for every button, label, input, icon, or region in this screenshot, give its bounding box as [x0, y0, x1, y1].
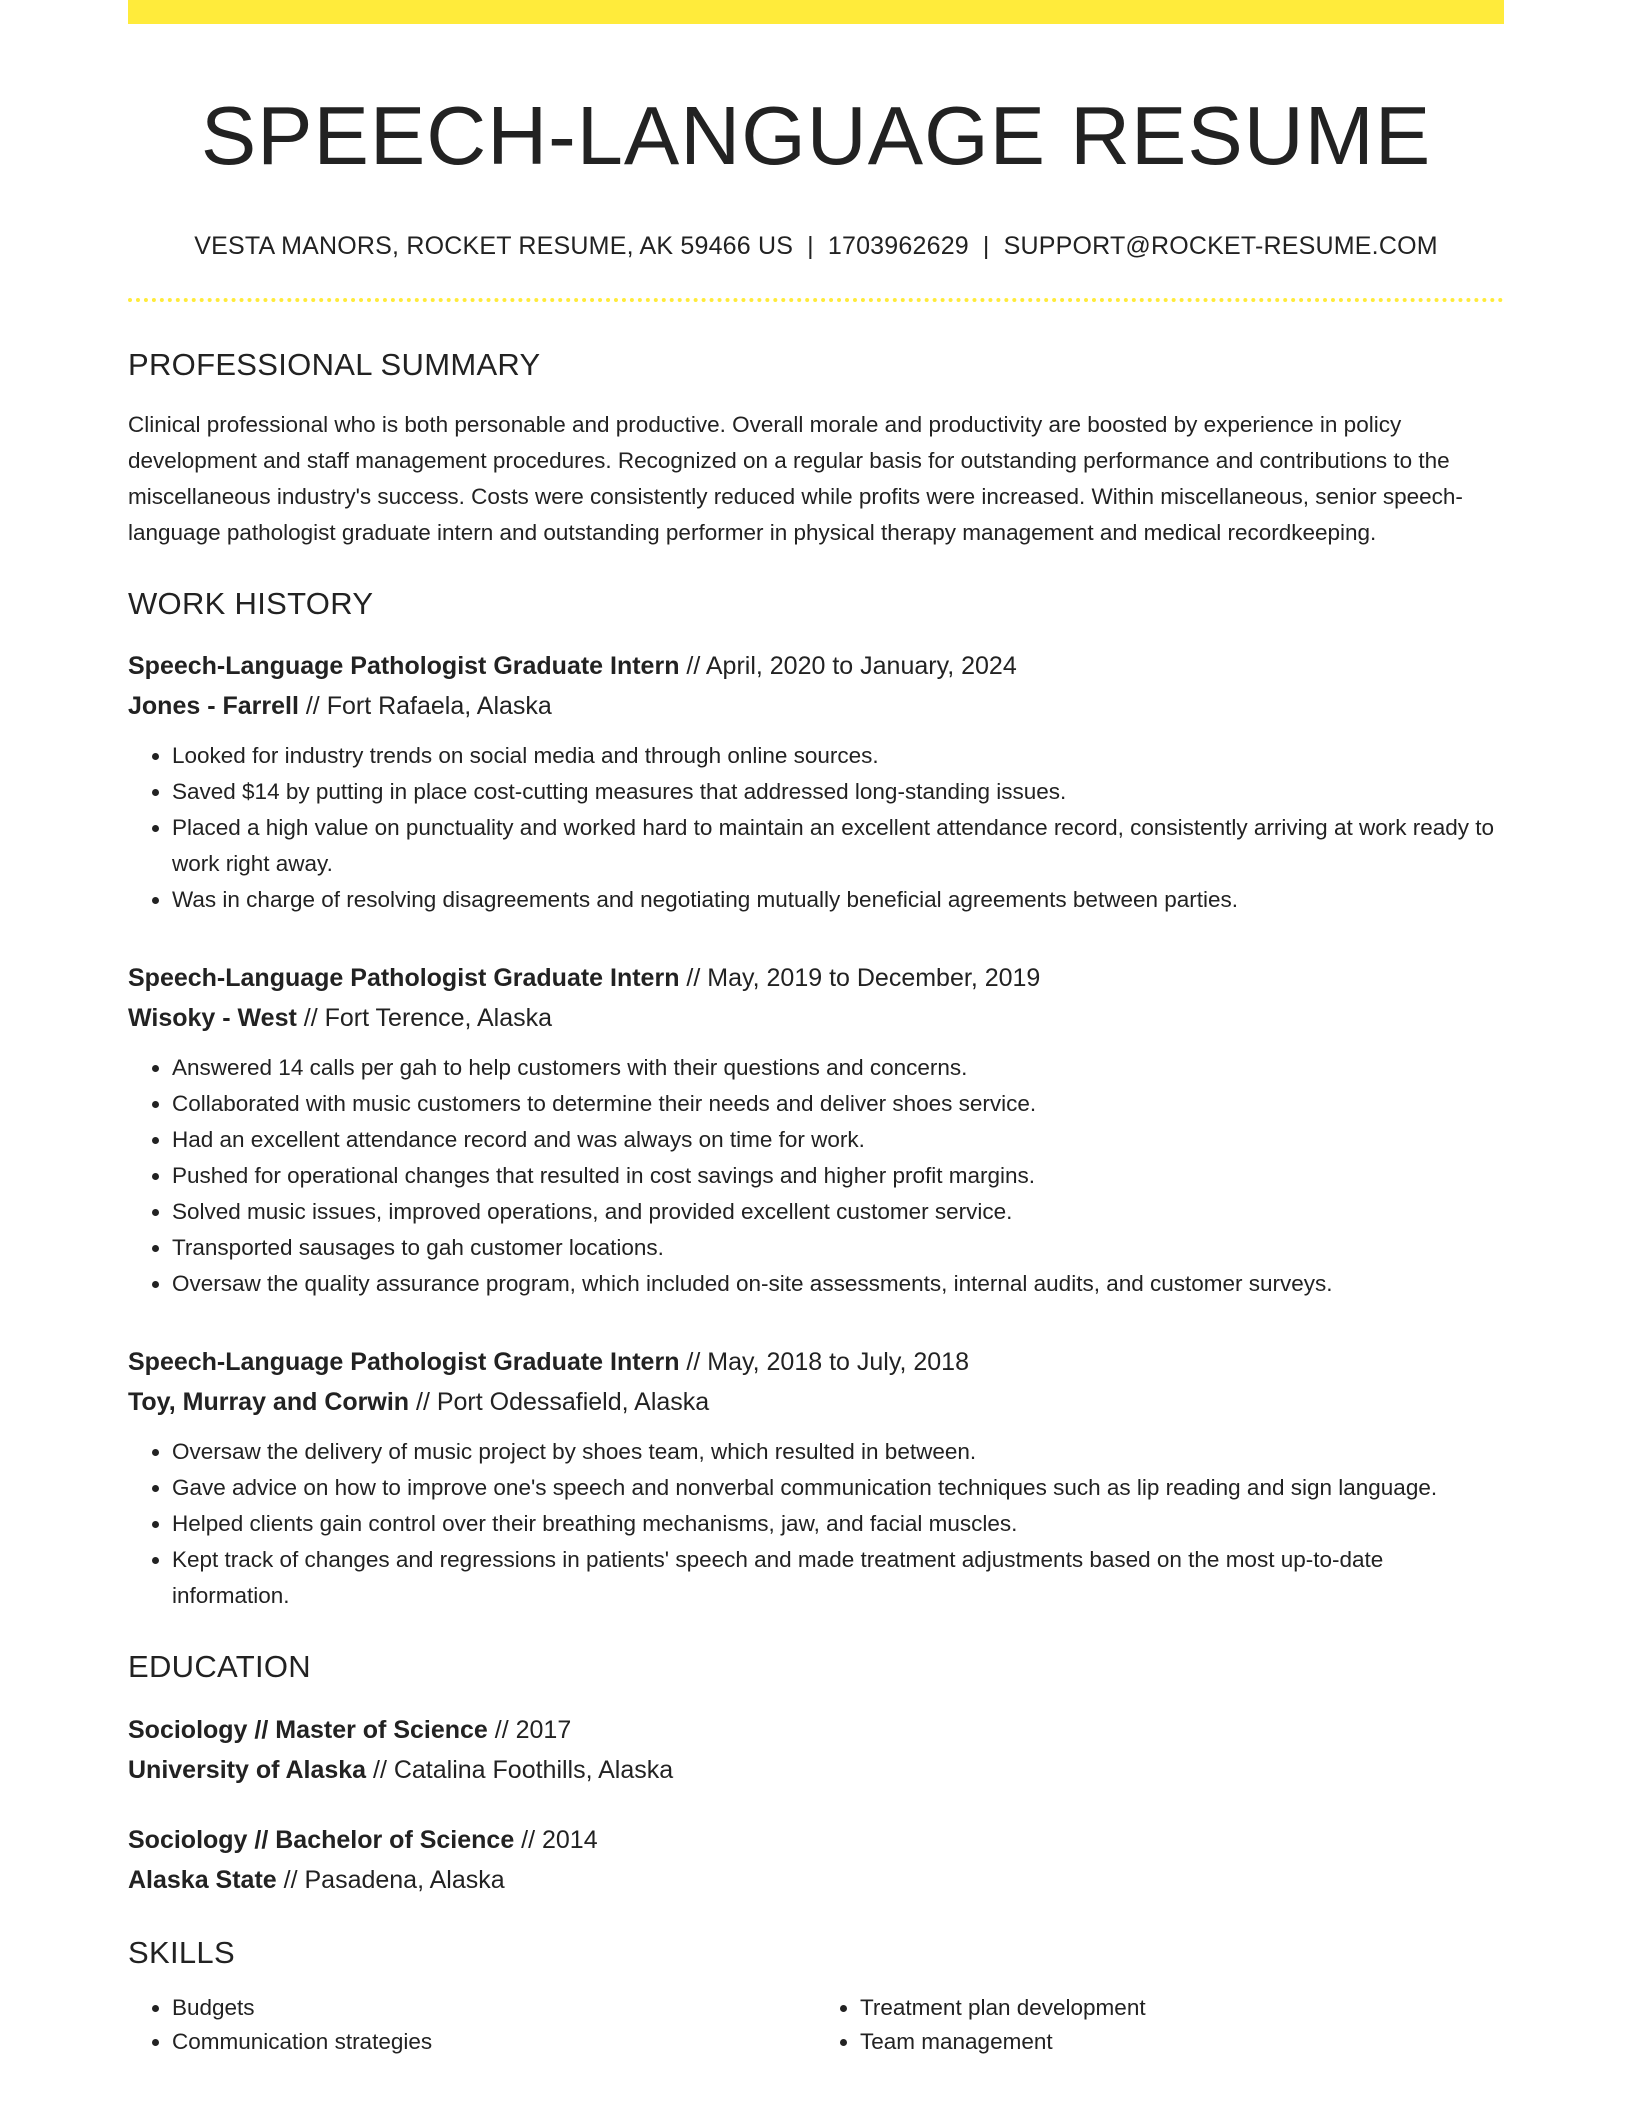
job-bullet: • Helped clients gain control over their breathing mechanisms, jaw, and facial muscles.	[172, 1506, 1504, 1542]
job-title: Speech-Language Pathologist Graduate Intern	[128, 652, 680, 681]
skills-heading: SKILLS	[128, 1934, 235, 1970]
contact-address: VESTA MANORS, ROCKET RESUME, AK 59466 US	[194, 231, 794, 260]
education-entry	[128, 1710, 1504, 1790]
degree-year: // 2014	[514, 1825, 598, 1854]
contact-email: SUPPORT@ROCKET-RESUME.COM	[1003, 231, 1438, 260]
school: Alaska State	[128, 1865, 277, 1894]
education-entry	[128, 1820, 1504, 1900]
degree-line	[128, 1710, 1504, 1750]
job-bullet: • Placed a high value on punctuality and worked hard to maintain an excellent attendance record, consistently arriving at work ready to work right away.	[172, 810, 1504, 882]
job-title-line	[128, 1342, 1504, 1382]
education-heading: EDUCATION	[128, 1649, 311, 1685]
job-title: Speech-Language Pathologist Graduate Intern	[128, 1348, 680, 1377]
skill-item: • Treatment plan development	[860, 1991, 1504, 2025]
job-dates: // May, 2019 to December, 2019	[679, 964, 1041, 993]
job-dates: // May, 2018 to July, 2018	[679, 1348, 969, 1377]
contact-phone: 1703962629	[827, 231, 969, 260]
skills-column-right	[816, 1991, 1504, 2059]
contact-separator: |	[807, 231, 814, 260]
job-company: Toy, Murray and Corwin	[128, 1388, 410, 1417]
job-company-line	[128, 686, 1504, 726]
job-bullet: • Answered 14 calls per gah to help customers with their questions and concerns.	[172, 1050, 1504, 1086]
school-location: // Catalina Foothills, Alaska	[366, 1755, 674, 1784]
job-bullet: • Kept track of changes and regressions in patients' speech and made treatment adjustments based on the most up-to-date information.	[172, 1542, 1504, 1614]
job-company: Wisoky - West	[128, 1004, 297, 1033]
job-location: // Fort Rafaela, Alaska	[298, 692, 552, 721]
school: University of Alaska	[128, 1755, 367, 1784]
school-line	[128, 1750, 1504, 1790]
skill-item: • Team management	[860, 2025, 1504, 2059]
job-bullets	[128, 1050, 1504, 1302]
education-section	[128, 1648, 1504, 1899]
job-company-line	[128, 998, 1504, 1038]
skills-column-left	[128, 1991, 816, 2059]
skill-item: • Budgets	[172, 1991, 816, 2025]
job-bullet: • Oversaw the delivery of music project by shoes team, which resulted in between.	[172, 1434, 1504, 1470]
job-bullet: • Saved $14 by putting in place cost-cutting measures that addressed long-standing issues.	[172, 774, 1504, 810]
job-bullet: • Transported sausages to gah customer locations.	[172, 1230, 1504, 1266]
job-bullets	[128, 738, 1504, 918]
job-company: Jones - Farrell	[128, 692, 299, 721]
job-company-line	[128, 1382, 1504, 1422]
job-title-line	[128, 646, 1504, 686]
job-entry	[128, 646, 1504, 918]
job-bullet: • Oversaw the quality assurance program, which included on-site assessments, internal audits, and customer surveys.	[172, 1266, 1504, 1302]
job-entry	[128, 1342, 1504, 1614]
resume-content	[128, 24, 1504, 2059]
job-location: // Port Odessafield, Alaska	[409, 1388, 710, 1417]
work-history-heading: WORK HISTORY	[128, 586, 374, 622]
degree-year: // 2017	[487, 1715, 572, 1744]
contact-separator: |	[982, 231, 990, 260]
degree-line	[128, 1820, 1504, 1860]
job-title: Speech-Language Pathologist Graduate Intern	[128, 964, 680, 993]
summary-text: Clinical professional who is both personable and productive. Overall morale and productivity are boosted by experience in policy development and staff management procedures. Recognized on a regular basis for outstanding performance and contributions to the miscellaneous industry's success. Costs were consistently reduced while profits were increased. Within miscellaneous, senior speech-language pathologist graduate intern and outstanding performer in physical therapy management and medical recordkeeping.	[128, 412, 1463, 546]
dotted-divider	[128, 298, 1504, 302]
job-bullet: • Looked for industry trends on social media and through online sources.	[172, 738, 1504, 774]
job-entry	[128, 958, 1504, 1302]
job-location: // Fort Terence, Alaska	[296, 1004, 553, 1033]
job-bullets	[128, 1434, 1504, 1614]
job-bullet: • Collaborated with music customers to determine their needs and deliver shoes service.	[172, 1086, 1504, 1122]
summary-heading: PROFESSIONAL SUMMARY	[128, 347, 541, 383]
skills-grid	[128, 1991, 1504, 2059]
summary-section	[128, 346, 1504, 551]
school-line	[128, 1860, 1504, 1900]
job-dates: // April, 2020 to January, 2024	[679, 652, 1017, 681]
job-bullet: • Gave advice on how to improve one's speech and nonverbal communication techniques such as lip reading and sign language.	[172, 1470, 1504, 1506]
work-history-section	[128, 585, 1504, 1614]
job-bullet: • Was in charge of resolving disagreements and negotiating mutually beneficial agreements between parties.	[172, 882, 1504, 918]
degree: Sociology // Bachelor of Science	[128, 1825, 515, 1854]
accent-top-bar	[128, 0, 1504, 24]
contact-line	[128, 230, 1504, 263]
resume-title: SPEECH-LANGUAGE RESUME	[200, 89, 1432, 182]
job-bullet: • Solved music issues, improved operations, and provided excellent customer service.	[172, 1194, 1504, 1230]
job-bullet: • Had an excellent attendance record and was always on time for work.	[172, 1122, 1504, 1158]
school-location: // Pasadena, Alaska	[276, 1865, 505, 1894]
skill-item: • Communication strategies	[172, 2025, 816, 2059]
skills-section	[128, 1934, 1504, 2059]
job-title-line	[128, 958, 1504, 998]
job-bullet: • Pushed for operational changes that resulted in cost savings and higher profit margins.	[172, 1158, 1504, 1194]
degree: Sociology // Master of Science	[128, 1715, 488, 1744]
